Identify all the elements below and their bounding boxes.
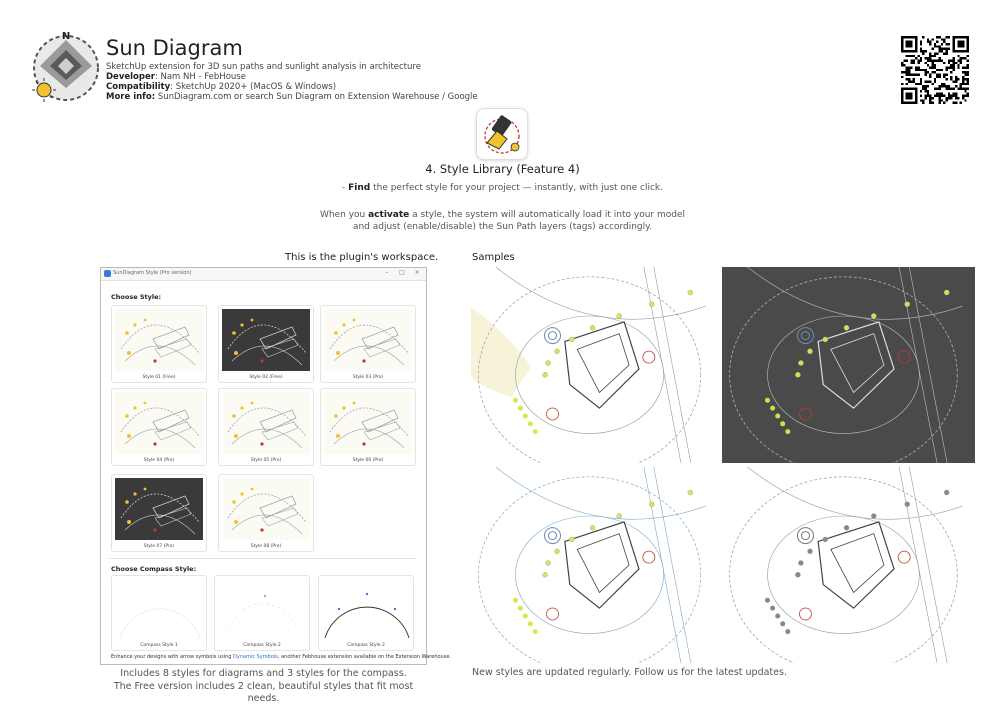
- style-label: Style 05 (Pro): [250, 458, 282, 463]
- app-title: Sun Diagram: [106, 36, 243, 60]
- workspace-heading: This is the plugin's workspace.: [285, 252, 439, 263]
- style-label: Style 06 (Pro): [352, 458, 384, 463]
- style-card[interactable]: [111, 388, 207, 466]
- dynamic-symbols-link[interactable]: Dynamic Symbols: [233, 654, 278, 660]
- style-card[interactable]: [320, 388, 416, 466]
- compass-thumbnail: [215, 576, 309, 640]
- app-tagline: SketchUp extension for 3D sun paths and sunlight analysis in architecture: [106, 62, 421, 72]
- compatibility-row: [106, 82, 336, 92]
- developer-label: Developer: [106, 72, 155, 82]
- more-info-label: More info:: [106, 92, 156, 102]
- style-thumbnail: [115, 478, 203, 540]
- choose-compass-heading: Choose Compass Style:: [111, 565, 197, 573]
- window-title: SunDiagram Style (Pro version): [113, 270, 192, 276]
- desc-rest: a style, the system will automatically load it into your model: [409, 210, 685, 220]
- style-label: Style 04 (Pro): [143, 458, 175, 463]
- more-info-value: SunDiagram.com or search Sun Diagram on Extension Warehouse / Google: [155, 92, 478, 102]
- style-thumbnail: [324, 392, 412, 454]
- samples-heading: Samples: [472, 252, 515, 263]
- compass-style-card[interactable]: [214, 575, 310, 651]
- feature-desc-activate: [0, 209, 1005, 221]
- developer-row: [106, 72, 246, 82]
- style-thumbnail: [222, 478, 310, 540]
- section-divider: [109, 558, 417, 559]
- left-caption-1: Includes 8 styles for diagrams and 3 styles for the compass.: [120, 668, 407, 679]
- feature-desc-find: [0, 182, 1005, 194]
- more-info-row: [106, 92, 478, 102]
- choose-style-heading: Choose Style:: [111, 293, 162, 301]
- desc-prefix: When you: [320, 210, 369, 220]
- desc-prefix: -: [342, 183, 349, 193]
- style-thumbnail: [222, 392, 310, 454]
- style-label: Style 02 (Free): [249, 375, 283, 380]
- samples-caption: New styles are updated regularly. Follow us for the latest updates.: [472, 667, 787, 678]
- feature-title: 4. Style Library (Feature 4): [425, 162, 580, 176]
- sample-mono: [722, 467, 975, 663]
- style-label: Style 03 (Pro): [352, 375, 384, 380]
- style-label: Style 08 (Pro): [250, 544, 282, 549]
- style-card[interactable]: [218, 305, 314, 383]
- style-label: Style 01 (Free): [142, 375, 176, 380]
- compass-thumbnail: [112, 576, 206, 640]
- footnote-text: Enhance your designs with arrow symbols using: [111, 654, 234, 660]
- feature-desc-adjust: and adjust (enable/disable) the Sun Path layers (tags) accordingly.: [352, 222, 653, 232]
- left-caption-2: The Free version includes 2 clean, beautiful styles that fit most needs.: [113, 681, 414, 704]
- style-card[interactable]: [111, 305, 207, 383]
- sample-dark: [722, 267, 975, 463]
- plugin-window: [100, 267, 451, 665]
- style-thumbnail: [115, 309, 203, 371]
- style-thumbnail: [324, 309, 412, 371]
- sun-diagram-logo: [30, 30, 102, 102]
- desc-rest: the perfect style for your project — instantly, with just one click.: [370, 183, 663, 193]
- style-thumbnail: [115, 392, 203, 454]
- compatibility-value: : SketchUp 2020+ (MacOS & Windows): [170, 82, 337, 92]
- maximize-icon[interactable]: □: [399, 269, 405, 276]
- desc-bold-find: Find: [348, 183, 371, 193]
- window-titlebar: [101, 268, 426, 281]
- plugin-footnote: [111, 654, 451, 660]
- sample-blue: [471, 467, 718, 663]
- sample-light: [471, 267, 718, 463]
- style-card[interactable]: [218, 388, 314, 466]
- app-icon: [104, 270, 111, 277]
- style-label: Style 07 (Pro): [143, 544, 175, 549]
- compatibility-label: Compatibility: [106, 82, 171, 92]
- style-thumbnail: [222, 309, 310, 371]
- compass-style-card[interactable]: [318, 575, 414, 651]
- developer-value: : Nam NH - FebHouse: [154, 72, 246, 82]
- compass-label: Compass Style 2: [243, 643, 281, 648]
- minimize-icon[interactable]: –: [385, 269, 389, 276]
- close-icon[interactable]: ×: [414, 269, 420, 276]
- compass-label: Compass Style 3: [347, 643, 385, 648]
- style-library-icon: [476, 108, 528, 160]
- qr-code[interactable]: [901, 36, 969, 104]
- style-card[interactable]: [111, 474, 207, 552]
- compass-style-card[interactable]: [111, 575, 207, 651]
- compass-thumbnail: [319, 576, 413, 640]
- svg-text:N: N: [61, 31, 71, 42]
- style-card[interactable]: [320, 305, 416, 383]
- desc-bold-activate: activate: [368, 210, 410, 220]
- compass-label: Compass Style 1: [140, 643, 178, 648]
- style-card[interactable]: [218, 474, 314, 552]
- footnote-text: , another Febhouse extension available on the Extension Warehouse.: [277, 654, 451, 660]
